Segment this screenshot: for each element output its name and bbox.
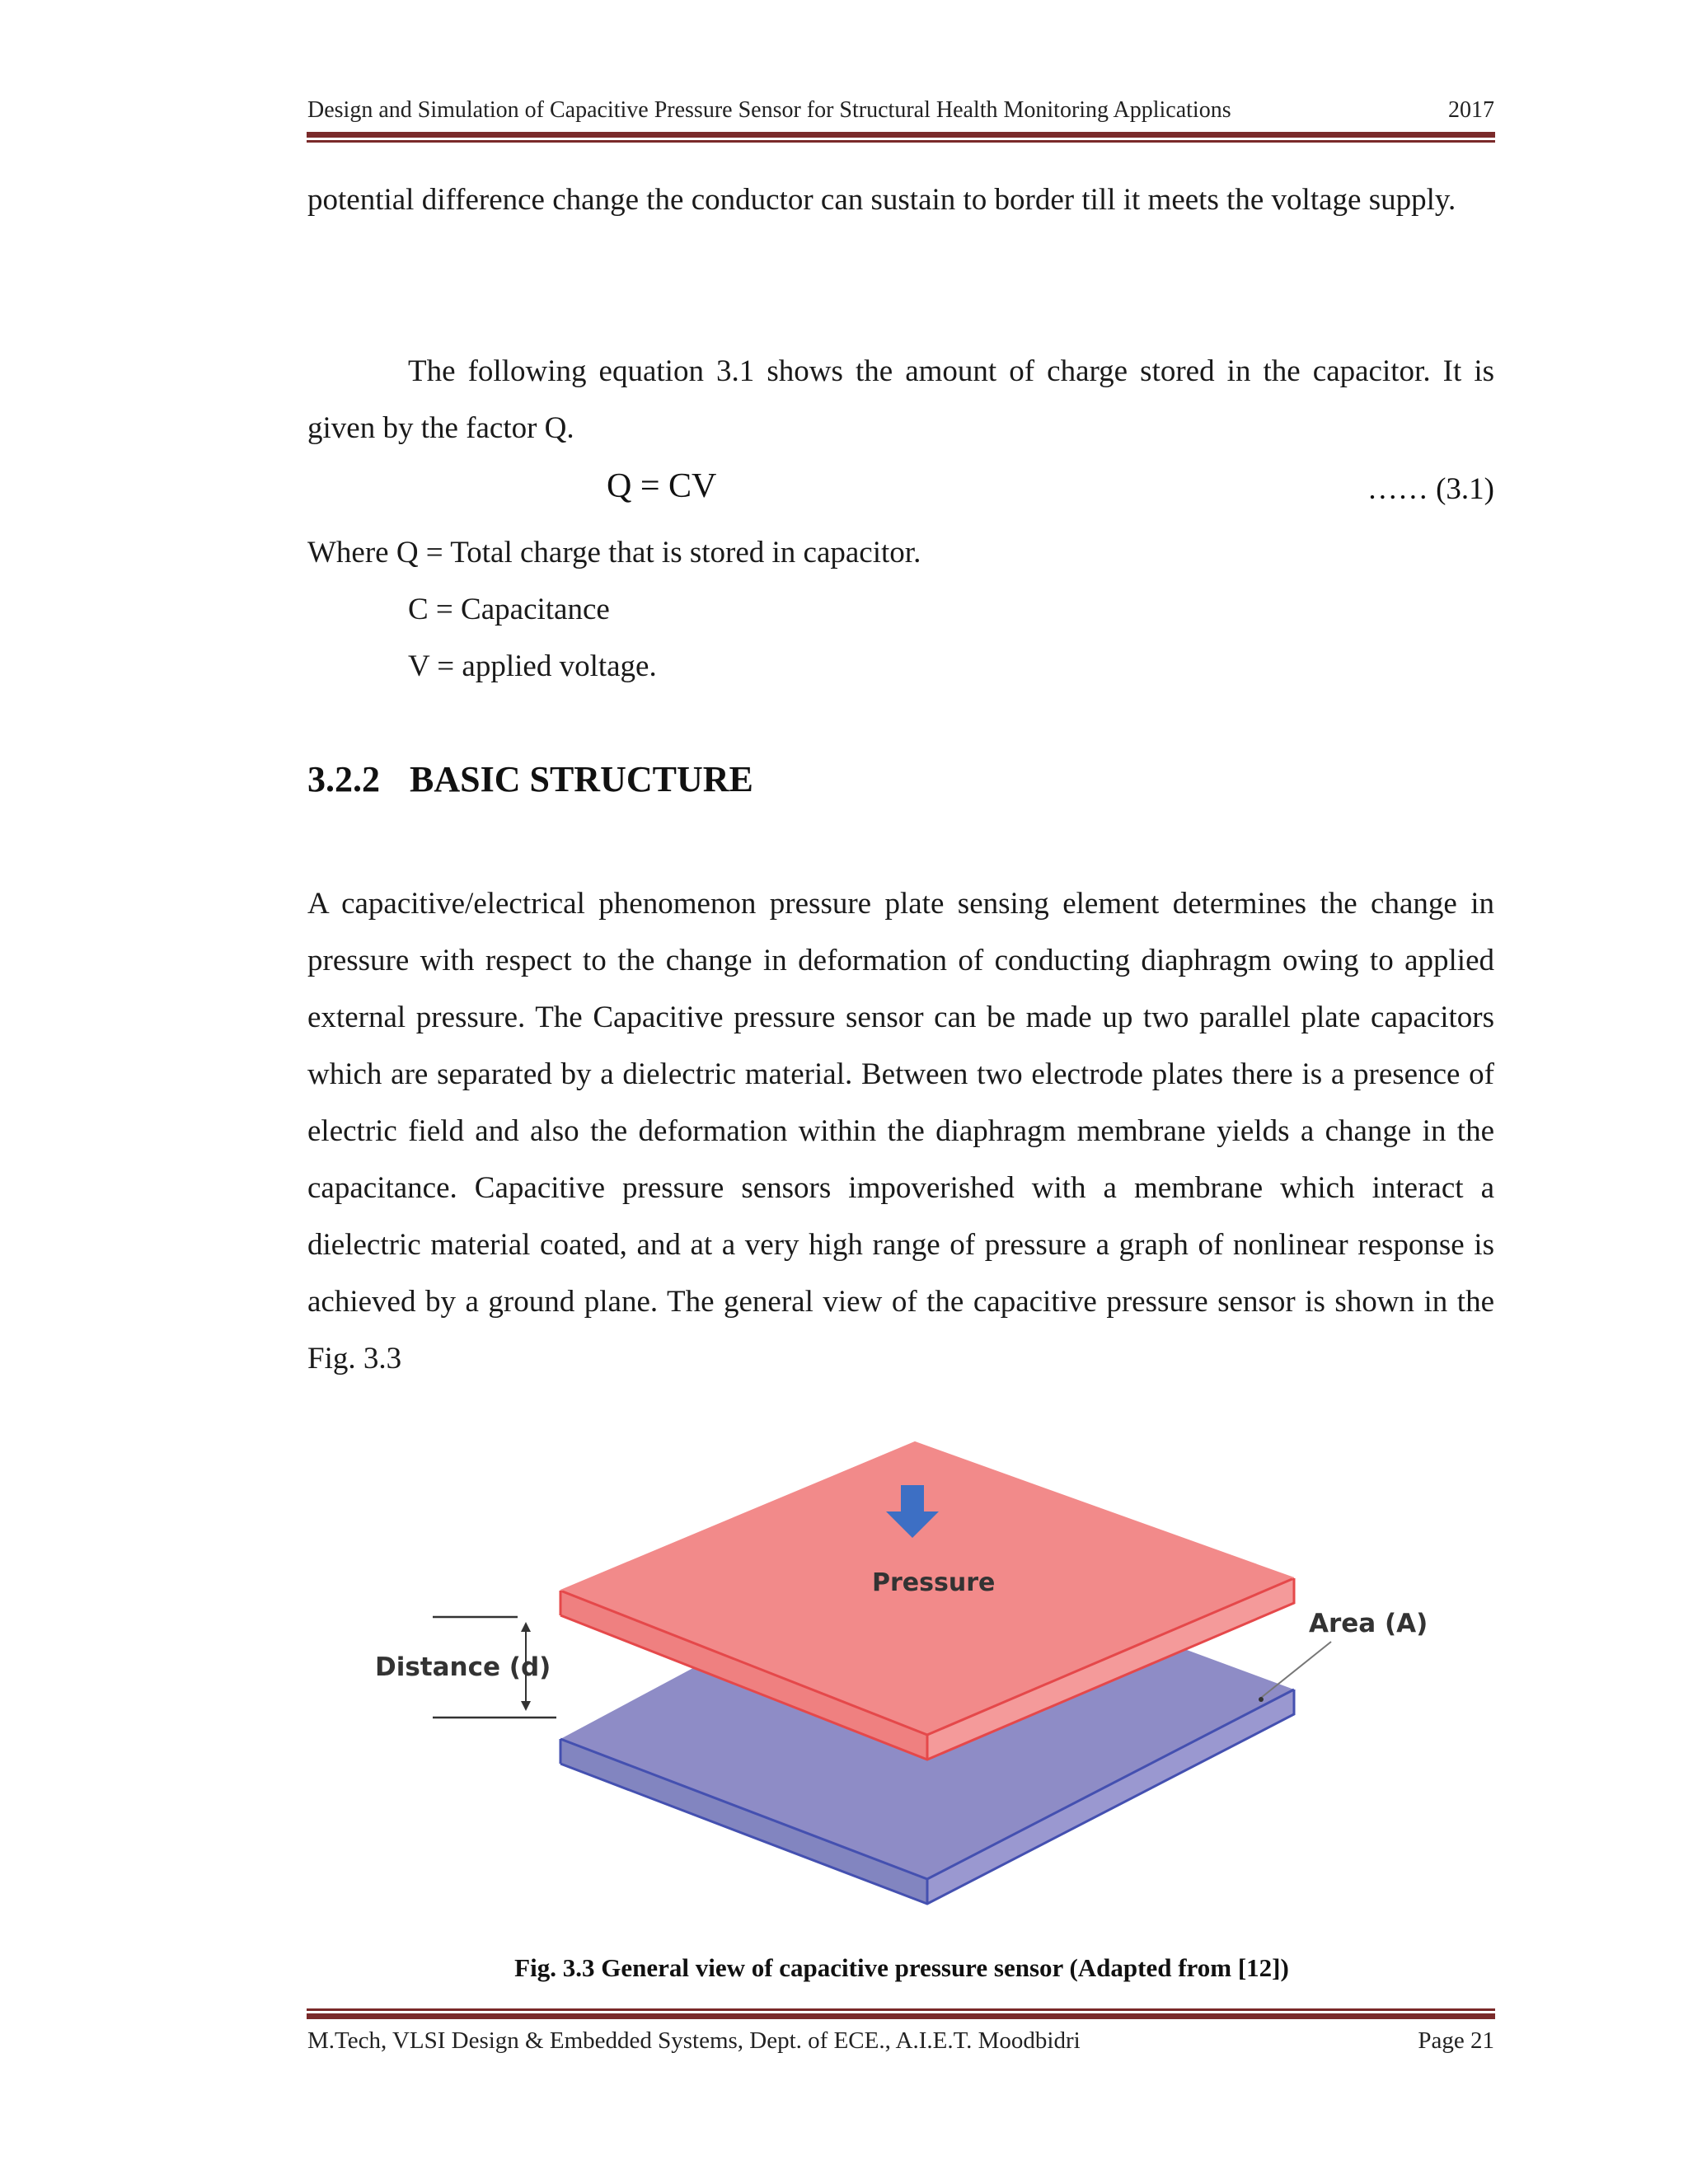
paragraph-continued: potential difference change the conductor can sustain to border till it meets the voltage supply.: [307, 183, 1456, 217]
header-rule: [307, 132, 1495, 138]
paragraph-basic-structure: A capacitive/electrical phenomenon pressure plate sensing element determines the change in pressure with respect to the change in deformation of conducting diaphragm owing to applied external pressure. The Capacitive pressure sensor can be made up two parallel plate capacitors which are separated by a dielectric material. Between two electrode plates there is a presence of electric field and also the deformation within the diaphragm membrane yields a change in the capacitance. Capacitive pressure sensors impoverished with a membrane which interact a dielectric material coated, and at a very high range of pressure a graph of nonlinear response is achieved by a ground plane. The general view of the capacitive pressure sensor is shown in the Fig. 3.3: [307, 887, 1494, 1376]
equation: Q = CV: [607, 467, 717, 505]
footer-rule-thin: [307, 2008, 1495, 2011]
distance-label: Distance (d): [375, 1652, 551, 1682]
area-leader-line: [1261, 1642, 1331, 1698]
where-q-definition: Where Q = Total charge that is stored in capacitor.: [307, 536, 921, 569]
header-title: Design and Simulation of Capacitive Pressure Sensor for Structural Health Monitoring Applications: [307, 97, 1231, 123]
header-rule-thin: [307, 140, 1495, 143]
section-heading: [307, 758, 753, 800]
equation-number: …… (3.1): [1367, 472, 1494, 506]
area-label: Area (A): [1309, 1609, 1428, 1638]
area-leader-dot: [1259, 1697, 1264, 1702]
page-number: Page 21: [1418, 2027, 1494, 2054]
section-title: BASIC STRUCTURE: [410, 759, 753, 799]
page-header: [307, 97, 1494, 124]
footer-rule: [307, 2013, 1495, 2019]
page-footer: [307, 2027, 1494, 2055]
pressure-label: Pressure: [872, 1568, 996, 1597]
sensor-diagram: [363, 1418, 1434, 1929]
figure-caption: Fig. 3.3 General view of capacitive pressure sensor (Adapted from [12]): [514, 1953, 1289, 1982]
section-number: 3.2.2: [307, 759, 380, 799]
paragraph-equation-intro: The following equation 3.1 shows the amount of charge stored in the capacitor. It is given by the factor Q.: [307, 354, 1494, 445]
footer-institution: M.Tech, VLSI Design & Embedded Systems, Dept. of ECE., A.I.E.T. Moodbidri: [307, 2027, 1081, 2054]
capacitive-sensor-figure: [363, 1418, 1434, 1929]
header-year: 2017: [1448, 97, 1494, 123]
where-c-definition: C = Capacitance: [408, 593, 610, 626]
where-v-definition: V = applied voltage.: [408, 649, 657, 683]
